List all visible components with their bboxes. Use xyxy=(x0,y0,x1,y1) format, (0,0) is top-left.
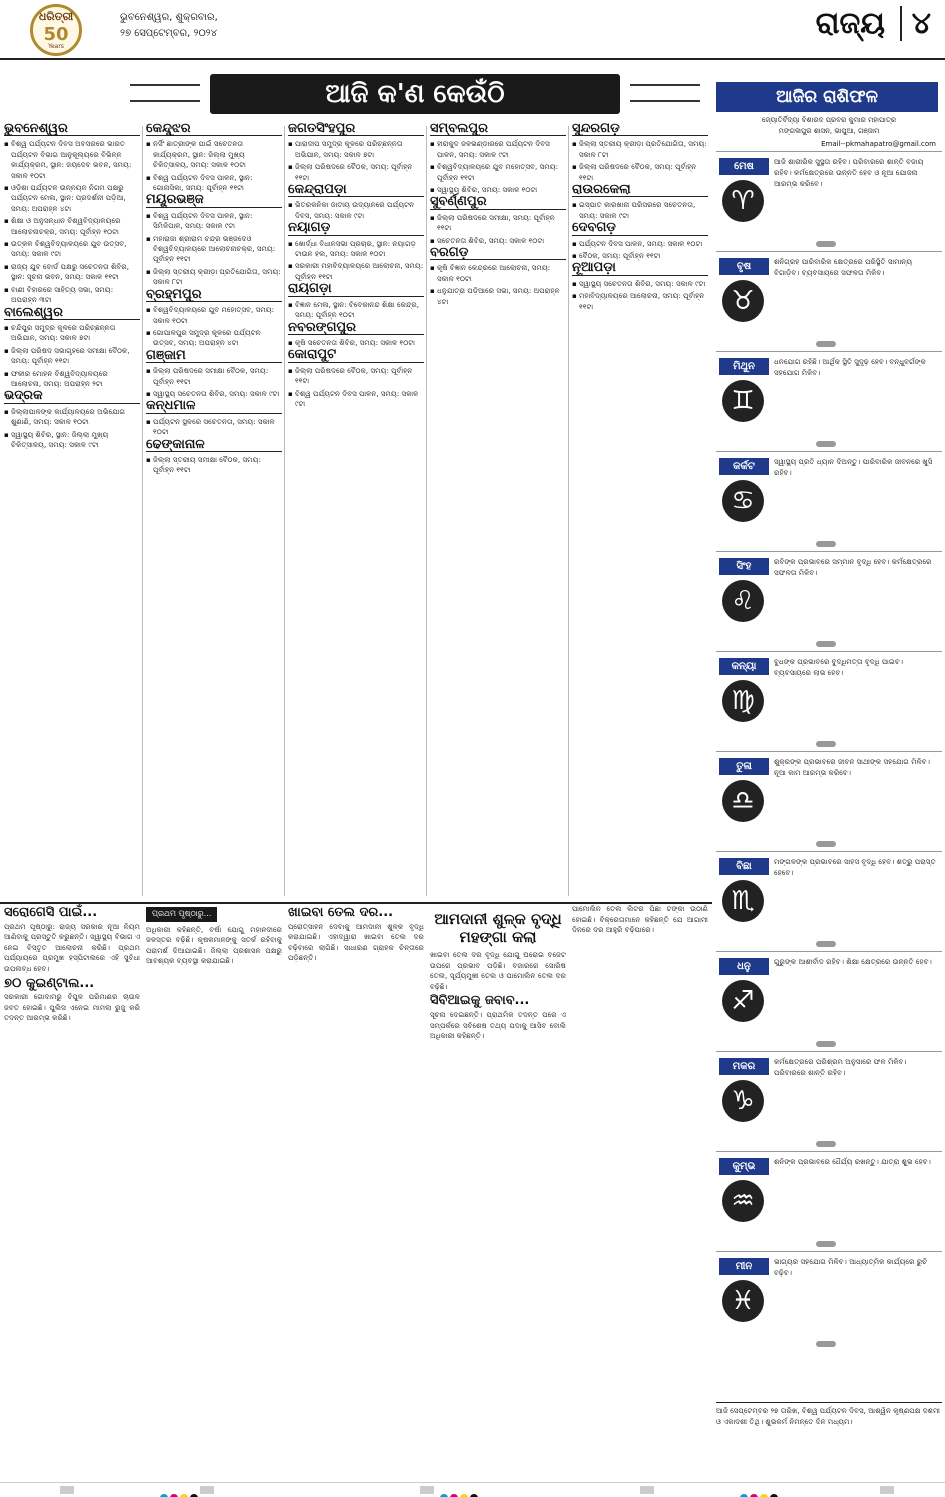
event-item: ▪ ମହାବିଦ୍ୟାଳୟରେ ଆଲୋଚନା, ସମୟ: ପୂର୍ବାହ୍ନ ୧୧ଟା xyxy=(572,291,708,312)
city-heading[interactable]: ମୟୂରଭଞ୍ଜ xyxy=(146,195,282,207)
listing-column xyxy=(430,122,566,900)
zodiac-symbol-icon: ♐ xyxy=(722,980,764,1022)
astrologer-credit xyxy=(716,112,942,140)
zodiac-name[interactable]: ଧନୁ xyxy=(719,958,769,975)
event-item: ▪ ଜିଲ୍ଲା ପରିଷଦରେ ବୈଠକ, ସମୟ: ପୂର୍ବାହ୍ନ ୧୧ଟା xyxy=(288,366,424,387)
logo-anniversary: 50 xyxy=(43,24,69,45)
event-item: ▪ ଚନ୍ଦିପୁର ସମୁଦ୍ର କୂଳରେ ପରିଚ୍ଛନ୍ନତା ଅଭିଯାନ, ସମୟ: ସକାଳ ୭ଟା xyxy=(4,323,140,344)
issue-date: ୨୭ ସେପ୍ଟେମ୍ବର, ୨୦୨୪ xyxy=(120,28,218,39)
zodiac-symbol-icon: ♌ xyxy=(722,580,764,622)
zodiac-prediction: ରବିଙ୍କ ପ୍ରଭାବରେ ସମ୍ମାନ ବୃଦ୍ଧି ହେବ। କର୍ମକ୍ଷେତ୍ରରେ ସଫଳତା ମିଳିବ। xyxy=(774,557,932,577)
zodiac-symbol-icon: ♈ xyxy=(722,180,764,222)
event-item: ▪ କୃଷି ସଚେତନତା ଶିବିର, ସମୟ: ସକାଳ ୧୦ଟା xyxy=(288,338,424,348)
astrologer-name: ଜ୍ୟୋତିର୍ବିଦ୍ୟା ବିଶାରଦ ପ୍ରବର କୁମାର ମହାପାତ୍ର xyxy=(761,116,897,124)
surrogacy-body: ପ୍ରଥମ ପୃଷ୍ଠାରୁ: ରାଜ୍ୟ ସରକାର ନୂଆ ନିୟମ ଆଣିବାକୁ ପ୍ରସ୍ତୁତି କରୁଛନ୍ତି। ସ୍ୱାସ୍ଥ୍ୟ ବିଭାଗ ଏ ନେଇ ବିସ୍ତୃତ ଆଲୋଚନା କରିଛି। ପ୍ରଥମ ପର୍ଯ୍ୟାୟରେ ପ୍ରମୁଖ ହସ୍ପିଟାଲରେ ଏହି ସୁବିଧା ଉପଲବ୍ଧ ହେବ। xyxy=(4,921,140,973)
city-heading[interactable]: ସୁବର୍ଣ୍ଣପୁର xyxy=(430,197,566,209)
event-item: ▪ କୃଷି ବିଜ୍ଞାନ କେନ୍ଦ୍ରରେ ଆଲୋଚନା, ସମୟ: ସକାଳ ୧୦ଟା xyxy=(430,263,566,284)
rice-headline[interactable]: ୭୦ କୁଇଣ୍ଟାଲ... xyxy=(4,975,95,991)
event-item: ▪ ବିଶ୍ୱ ପର୍ଯ୍ୟଟନ ଦିବସ ଅବସରରେ ଭାରତ ପର୍ଯ୍ୟଟନ ବିଭାଗ ଆନୁକୂଲ୍ୟରେ ବିଭିନ୍ନ କାର୍ଯ୍ୟକ୍ରମ, ସ୍ଥାନ: ଜୟଦେବ ଭବନ, ସମୟ: ସକାଳ ୧୦ଟା xyxy=(4,139,140,181)
zodiac-name[interactable]: ବିଛା xyxy=(719,858,769,875)
zodiac-prediction: ମଙ୍ଗଳଙ୍କ ପ୍ରଭାବରେ ସାହସ ବୃଦ୍ଧି ହେବ। ଶତ୍ରୁ ପରାସ୍ତ ହେବେ। xyxy=(774,857,936,877)
section-end-mark xyxy=(816,341,836,347)
zodiac-entry xyxy=(716,251,942,351)
event-item: ▪ ହୀରାକୁଦ ଜଳଭଣ୍ଡାରରେ ପର୍ଯ୍ୟଟନ ଦିବସ ପାଳନ, ସମୟ: ସକାଳ ୯ଟା xyxy=(430,139,566,160)
city-heading[interactable]: କୋରାପୁଟ xyxy=(288,350,424,362)
zodiac-entry xyxy=(716,951,942,1051)
astrologer-address: ମଙ୍ଗଳାପୁର ଶାସନ, ଭାପୁଆ, ଗଞ୍ଜାମ xyxy=(778,127,880,135)
logo-brand: ଧରିତ୍ରୀ xyxy=(38,10,74,23)
event-item: ▪ ସ୍ୱାସ୍ଥ୍ୟ ସଚେତନତା ଶିବିର, ସମୟ: ସକାଳ ୯ଟା xyxy=(572,279,708,289)
zodiac-entry xyxy=(716,1251,942,1351)
event-item: ▪ ଗୋପାଳପୁର ସମୁଦ୍ର କୂଳରେ ପର୍ଯ୍ୟଟନ ଉତ୍ସବ, ସମୟ: ଅପରାହ୍ନ ୪ଟା xyxy=(146,328,282,349)
listing-column xyxy=(4,122,140,900)
section-end-mark xyxy=(816,841,836,847)
dateline xyxy=(120,10,218,42)
registration-dots xyxy=(160,1487,200,1495)
event-item: ▪ ପର୍ଯ୍ୟଟନ ସ୍ଥଳରେ ସଚେତନତା, ସମୟ: ସକାଳ ୧୦ଟା xyxy=(146,417,282,438)
place-day: ଭୁବନେଶ୍ୱର, ଶୁକ୍ରବାର, xyxy=(120,12,218,23)
cbi-body: ସୂଚନା ଦେଇଛନ୍ତି। ପ୍ରାଥମିକ ତଦନ୍ତ ପରେ ଏ ସମ୍ପର୍କରେ ସବିଶେଷ ତଥ୍ୟ ପଦାକୁ ଆସିବ ବୋଲି ଅଧିକାରୀ କହିଛନ୍ତି। xyxy=(430,1009,566,1041)
event-item: ▪ ଶିକ୍ଷା ଓ ଅନୁସନ୍ଧାନ ବିଶ୍ୱବିଦ୍ୟାଳୟରେ ଆଲୋଚନାଚକ୍ର, ସମୟ: ପୂର୍ବାହ୍ନ ୧୦ଟା xyxy=(4,216,140,237)
zodiac-name[interactable]: କର୍କଟ xyxy=(719,458,769,475)
city-heading[interactable]: ରାଉରକେଲା xyxy=(572,185,708,197)
city-heading[interactable]: ବାଲେଶ୍ୱର xyxy=(4,308,140,320)
palmolin-body: ପାମୋଲିନ ତେଲ ଲିଟର ପିଛା ଟଙ୍କା ଉଠାଣି ହୋଇଛି। ବିକ୍ରେତାମାନେ କହିଛନ୍ତି ଯେ ଆଗାମୀ ଦିନରେ ଦର ଆହୁରି ବଢ଼ିପାରେ। xyxy=(572,904,708,935)
zodiac-prediction: ଗୁରୁଙ୍କ ଆଶୀର୍ବାଦ ରହିବ। ଶିକ୍ଷା କ୍ଷେତ୍ରରେ ଉନ୍ନତି ହେବ। xyxy=(774,957,932,966)
city-heading[interactable]: ରାୟଗଡ଼ା xyxy=(288,284,424,296)
listings-title: ଆଜି କ'ଣ କେଉଁଠି xyxy=(210,74,620,114)
horoscope-title: ଆଜିର ରାଶିଫଳ xyxy=(716,82,938,112)
registration-bar xyxy=(420,1486,434,1494)
event-item: ▪ ବିଶ୍ୱବିଦ୍ୟାଳୟରେ ଯୁବ ମହୋତ୍ସବ, ସମୟ: ପୂର୍ବାହ୍ନ ୧୧ଟା xyxy=(430,162,566,183)
event-item: ▪ ନର୍ସିଂ ଛାତ୍ରୀଙ୍କ ପାଇଁ ସଚେତନତା କାର୍ଯ୍ୟକ୍ରମ, ସ୍ଥାନ: ଜିଲ୍ଲା ମୁଖ୍ୟ ଚିକିତ୍ସାଳୟ, ସମୟ: ସକାଳ ୧୦ଟା xyxy=(146,139,282,170)
listing-column xyxy=(288,122,424,900)
event-item: ▪ ବୈଠକ, ସମୟ: ପୂର୍ବାହ୍ନ ୧୧ଟା xyxy=(572,251,708,261)
registration-dots xyxy=(740,1487,780,1495)
event-item: ▪ ଜିଲ୍ଲା ପରିଷଦ ସଭାଗୃହରେ ସମୀକ୍ଷା ବୈଠକ, ସମୟ: ପୂର୍ବାହ୍ନ ୧୧ଟା xyxy=(4,346,140,367)
zodiac-symbol-icon: ♎ xyxy=(722,780,764,822)
registration-bar xyxy=(640,1486,654,1494)
zodiac-name[interactable]: ବୃଷ xyxy=(719,258,769,275)
section-end-mark xyxy=(816,741,836,747)
zodiac-symbol-icon: ♉ xyxy=(722,280,764,322)
registration-bar xyxy=(880,1486,894,1494)
zodiac-entry xyxy=(716,351,942,451)
zodiac-entry xyxy=(716,151,942,251)
zodiac-prediction: ଧନଯୋଗ ରହିଛି। ଆର୍ଥିକ ସ୍ଥିତି ସୁଦୃଢ଼ ହେବ। ବନ୍ଧୁବର୍ଗଙ୍କ ସହଯୋଗ ମିଳିବ। xyxy=(774,357,926,377)
zodiac-symbol-icon: ♍ xyxy=(722,680,764,722)
surrogacy-headline[interactable]: ସରୋଗେସି ପାଇଁ... xyxy=(4,905,98,920)
panchanga-note: ଆଜି ସେପ୍ଟେମ୍ବର ୨୭ ତାରିଖ, ବିଶ୍ୱ ପର୍ଯ୍ୟଟନ ଦିବସ, ଆଶ୍ୱିନ କୃଷ୍ଣପକ୍ଷ ଦଶମୀ ଓ ଏକାଦଶୀ ତିଥି। ଶୁଭକର୍ମ ନିମନ୍ତେ ଦିନ ମଧ୍ୟମ। xyxy=(716,1402,942,1427)
event-item: ▪ ପର୍ଯ୍ୟଟନ ଦିବସ ପାଳନ, ସମୟ: ସକାଳ ୧୦ଟା xyxy=(572,239,708,249)
listings-banner xyxy=(120,72,705,116)
event-item: ▪ ଜିଲ୍ଲା ପରିଷଦରେ ବୈଠକ, ସମୟ: ପୂର୍ବାହ୍ନ ୧୧ଟା xyxy=(288,162,424,183)
zodiac-name[interactable]: କନ୍ୟା xyxy=(719,658,769,675)
zodiac-symbol-icon: ♒ xyxy=(722,1180,764,1222)
continued-tag: ପ୍ରଥମ ପୃଷ୍ଠାରୁ... xyxy=(146,907,217,922)
event-item: ▪ ବାଣୀ ବିହାରରେ ସାହିତ୍ୟ ସଭା, ସମୟ: ଅପରାହ୍ନ ୩ଟା xyxy=(4,285,140,306)
section-end-mark xyxy=(816,441,836,447)
event-listings xyxy=(0,122,712,900)
section-end-mark xyxy=(816,1041,836,1047)
section-end-mark xyxy=(816,1141,836,1147)
event-item: ▪ ସ୍ୱାସ୍ଥ୍ୟ ଶିବିର, ସମୟ: ସକାଳ ୧୦ଟା xyxy=(430,185,566,195)
city-heading[interactable]: ସୁନ୍ଦରଗଡ଼ xyxy=(572,124,708,136)
event-item: ▪ ଜିଲ୍ଲା ସ୍ତରୀୟ କ୍ରୀଡ଼ା ପ୍ରତିଯୋଗିତା, ସମୟ: ସକାଳ ୮ଟା xyxy=(146,267,282,288)
event-item: ▪ ଜିଲ୍ଲା ସ୍ତରୀୟ କ୍ରୀଡ଼ା ପ୍ରତିଯୋଗିତା, ସମୟ: ସକାଳ ୮ଟା xyxy=(572,139,708,160)
event-item: ▪ ସଚେତନତା ଶିବିର, ସମୟ: ସକାଳ ୧୦ଟା xyxy=(430,236,566,246)
section-end-mark xyxy=(816,541,836,547)
astrologer-email[interactable]: Email--pkmahapatro@gmail.com xyxy=(821,140,936,148)
zodiac-symbol-icon: ♏ xyxy=(722,880,764,922)
zodiac-symbol-icon: ♋ xyxy=(722,480,764,522)
city-heading[interactable]: ବ୍ରହ୍ମପୁର xyxy=(146,290,282,302)
city-heading[interactable]: ଢେଙ୍କାନାଳ xyxy=(146,440,282,452)
zodiac-prediction: ସ୍ୱାସ୍ଥ୍ୟ ପ୍ରତି ଧ୍ୟାନ ଦିଅନ୍ତୁ। ପାରିବାରିକ ଜୀବନରେ ଖୁସି ରହିବ। xyxy=(774,457,933,477)
event-item: ▪ ଇସ୍ପାତ କାରଖାନା ପରିସରରେ ସଚେତନତା, ସମୟ: ସକାଳ ୯ଟା xyxy=(572,200,708,221)
zodiac-entry xyxy=(716,851,942,951)
zodiac-entry xyxy=(716,551,942,651)
zodiac-prediction: ଆଜି ଶାରୀରିକ ସୁସ୍ଥତା ରହିବ। ପରିବାରରେ ଶାନ୍ତି ବଜାୟ ରହିବ। କର୍ମକ୍ଷେତ୍ରରେ ଉନ୍ନତି ହେବ ଓ ନୂଆ ଯୋଜନା ଆରମ୍ଭ କରିବେ। xyxy=(774,157,924,188)
column-divider xyxy=(142,126,143,896)
zodiac-prediction: କର୍ମକ୍ଷେତ୍ରରେ ପରିଶ୍ରମ ଅନୁସାରେ ଫଳ ମିଳିବ। ପରିବାରରେ ଶାନ୍ତି ରହିବ। xyxy=(774,1057,907,1077)
zodiac-prediction: ଶନିଗ୍ରହ ପାରିବାରିକ କ୍ଷେତ୍ରରେ ପରିସ୍ଥିତି ସାମାନ୍ୟ ବିଗାଡ଼ିବ। ବ୍ୟବସାୟରେ ସଫଳତା ମିଳିବ। xyxy=(774,257,913,277)
city-heading[interactable]: କେନ୍ଦ୍ରାପଡ଼ା xyxy=(288,185,424,197)
zodiac-name[interactable]: ସିଂହ xyxy=(719,558,769,575)
event-item: ▪ ଧନୁଯାତ୍ରା ପଡ଼ିଆରେ ସଭା, ସମୟ: ଅପରାହ୍ନ ୪ଟା xyxy=(430,286,566,307)
zodiac-symbol-icon: ♑ xyxy=(722,1080,764,1122)
section-end-mark xyxy=(816,641,836,647)
event-item: ▪ ଜିଲ୍ଲାପାଳଙ୍କ କାର୍ଯ୍ୟାଳୟରେ ଅଭିଯୋଗ ଶୁଣାଣି, ସମୟ: ସକାଳ ୧୦ଟା xyxy=(4,407,140,428)
zodiac-entry xyxy=(716,651,942,751)
city-heading[interactable]: ନବରଙ୍ଗପୁର xyxy=(288,323,424,335)
city-heading[interactable]: କନ୍ଧମାଳ xyxy=(146,401,282,413)
event-item: ▪ ଜିଲ୍ଲା ପରିଷଦରେ ସମୀକ୍ଷା, ସମୟ: ପୂର୍ବାହ୍ନ ୧୧ଟା xyxy=(430,213,566,234)
event-item: ▪ ଉତ୍କଳ ବିଶ୍ୱବିଦ୍ୟାଳୟରେ ଯୁବ ଉତ୍ସବ, ସମୟ: ସକାଳ ୯ଟା xyxy=(4,239,140,260)
news-column-5 xyxy=(572,904,708,940)
registration-bar xyxy=(200,1486,214,1494)
event-item: ▪ ମହାରାଜା ଶ୍ରୀରାମ ଚନ୍ଦ୍ର ଭଞ୍ଜଦେଓ ବିଶ୍ୱବିଦ୍ୟାଳୟରେ ଆଲୋଚନାଚକ୍ର, ସମୟ: ପୂର୍ବାହ୍ନ ୧୧ଟା xyxy=(146,234,282,265)
zodiac-entry xyxy=(716,1051,942,1151)
logo-years: Years xyxy=(48,43,64,50)
city-heading[interactable]: ବରଗଡ଼ xyxy=(430,248,566,260)
section-name: ରାଜ୍ୟ xyxy=(815,6,885,41)
import-duty-headline[interactable]: ଆମଦାନୀ ଶୁଳ୍କ ବୃଦ୍ଧି ମହଙ୍ଗା କଲା xyxy=(434,910,562,946)
zodiac-name[interactable]: ମୀନ xyxy=(719,1258,769,1275)
zodiac-name[interactable]: ତୁଳା xyxy=(719,758,769,775)
zodiac-name[interactable]: ମିଥୁନ xyxy=(719,358,769,375)
horoscope-section xyxy=(716,82,942,1400)
event-item: ▪ ସ୍ୱାସ୍ଥ୍ୟ ସଚେତନତା ଶିବିର, ସମୟ: ସକାଳ ୯ଟା xyxy=(146,389,282,399)
city-heading[interactable]: କେନ୍ଦୁଝର xyxy=(146,124,282,136)
zodiac-prediction: ଶନିଙ୍କ ପ୍ରଭାବରେ ଧୈର୍ଯ୍ୟ ରଖନ୍ତୁ। ଯାତ୍ରା ଶୁଭ ହେବ। xyxy=(774,1157,931,1166)
banner-decoration-right xyxy=(630,84,700,102)
city-heading[interactable]: ଗଞ୍ଜାମ xyxy=(146,351,282,363)
event-item: ▪ ଓଡ଼ିଶା ପର୍ଯ୍ୟଟନ ଉନ୍ନୟନ ନିଗମ ପକ୍ଷରୁ ପର୍ଯ୍ୟଟନ ମେଳା, ସ୍ଥାନ: ପ୍ରଦର୍ଶନୀ ପଡ଼ିଆ, ସମୟ: ଅପରାହ୍ନ ୪ଟା xyxy=(4,183,140,214)
event-item: ▪ ବିଶ୍ୱ ପର୍ଯ୍ୟଟନ ଦିବସ ପାଳନ, ସ୍ଥାନ: ଗୋନାସିକା, ସମୟ: ପୂର୍ବାହ୍ନ ୧୧ଟା xyxy=(146,173,282,194)
event-item: ▪ ଫକୀର ମୋହନ ବିଶ୍ୱବିଦ୍ୟାଳୟରେ ଆଲୋଚନା, ସମୟ: ଅପରାହ୍ନ ୨ଟା xyxy=(4,369,140,390)
city-heading[interactable]: ନୂଆପଡ଼ା xyxy=(572,263,708,275)
cbi-headline[interactable]: ସିବିଆଇକୁ ଜବାବ... xyxy=(430,993,530,1009)
zodiac-name[interactable]: କୁମ୍ଭ xyxy=(719,1158,769,1175)
banner-decoration-left xyxy=(130,84,200,102)
city-heading[interactable]: ଭୁବନେଶ୍ୱର xyxy=(4,124,140,136)
registration-dots xyxy=(440,1487,480,1495)
oil-price-body: ପ୍ରୋତ୍ସାହନ ଦେବାକୁ ଆମଦାନୀ ଶୁଳ୍କ ବୃଦ୍ଧି କରାଯାଇଛି। ଏହାଦ୍ୱାରା ଖାଇବା ତେଲ ଦର ବଢ଼ିବାରେ ଲାଗିଛି। ସାଧାରଣ ଗ୍ରାହକ ଚିନ୍ତାରେ ପଡ଼ିଛନ୍ତି। xyxy=(288,921,424,963)
column-divider xyxy=(426,126,427,896)
oil-price-headline[interactable]: ଖାଇବା ତେଲ ଦର... xyxy=(288,905,394,920)
event-item: ▪ ସ୍ୱାସ୍ଥ୍ୟ ଶିବିର, ସ୍ଥାନ: ଜିଲ୍ଲା ମୁଖ୍ୟ ଚିକିତ୍ସାଳୟ, ସମୟ: ସକାଳ ୯ଟା xyxy=(4,430,140,451)
newspaper-logo[interactable] xyxy=(22,4,106,56)
zodiac-symbol-icon: ♊ xyxy=(722,380,764,422)
event-item: ▪ ଜିଲ୍ଲା ପରିଷଦରେ ସମୀକ୍ଷା ବୈଠକ, ସମୟ: ପୂର୍ବାହ୍ନ ୧୧ଟା xyxy=(146,366,282,387)
event-item: ▪ ଭିତରକନିକା ଜାତୀୟ ଉଦ୍ୟାନରେ ପର୍ଯ୍ୟଟନ ଦିବସ, ସମୟ: ସକାଳ ୯ଟା xyxy=(288,200,424,221)
zodiac-name[interactable]: ମେଷ xyxy=(719,158,769,175)
zodiac-entry xyxy=(716,1151,942,1251)
import-duty-body: ଖାଇବା ତେଲ ଦର ବୃଦ୍ଧି ଯୋଗୁ ଘରୋଇ ବଜେଟ ଉପରେ ପ୍ରଭାବ ପଡ଼ିଛି। ବଜାରରେ ସୋରିଷ ତେଲ, ସୂର୍ଯ୍ୟମୁଖୀ ତେଲ ଓ ପାମୋଲିନ ତେଲ ଦର ବଢ଼ିଛି। xyxy=(430,950,566,991)
zodiac-prediction: ବୁଧଙ୍କ ପ୍ରଭାବରେ ବୁଦ୍ଧିମତ୍ତା ବୃଦ୍ଧି ପାଇବ। ବ୍ୟବସାୟରେ ଲାଭ ହେବ। xyxy=(774,657,904,677)
city-heading[interactable]: ନୟାଗଡ଼ xyxy=(288,223,424,235)
event-item: ▪ ପାରାଦୀପ ସମୁଦ୍ର କୂଳରେ ପରିଚ୍ଛନ୍ନତା ଅଭିଯାନ, ସମୟ: ସକାଳ ୭ଟା xyxy=(288,139,424,160)
event-item: ▪ ରାଜ୍ୟ ଯୁବ ବୋର୍ଡ ପକ୍ଷରୁ ସଚେତନତା ଶିବିର, ସ୍ଥାନ: ସୂଚନା ଭବନ, ସମୟ: ସକାଳ ୧୧ଟା xyxy=(4,262,140,283)
listing-column xyxy=(572,122,708,900)
event-item: ▪ ବିଶ୍ୱ ପର୍ଯ୍ୟଟନ ଦିବସ ପାଳନ, ସ୍ଥାନ: ସିମିଳିପାଳ, ସମୟ: ସକାଳ ୯ଟା xyxy=(146,211,282,232)
listing-column xyxy=(146,122,282,900)
news-column-4 xyxy=(430,904,566,1046)
continued-body: ଅଧିକାରୀ କହିଛନ୍ତି, ବର୍ଷା ଯୋଗୁ ମହାନଦୀରେ ଜଳସ୍ତର ବଢ଼ିଛି। କୃଷକମାନଙ୍କୁ ସତର୍କ ରହିବାକୁ ପରାମର୍ଶ ଦିଆଯାଇଛି। ଜିଲ୍ଲା ପ୍ରଶାସନ ପକ୍ଷରୁ ଆବଶ୍ୟକ ବ୍ୟବସ୍ଥା କରାଯାଇଛି। xyxy=(146,924,282,966)
city-heading[interactable]: ସମ୍ବଲପୁର xyxy=(430,124,566,136)
column-divider xyxy=(284,126,285,896)
zodiac-entry xyxy=(716,451,942,551)
event-item: ▪ ସରକାରୀ ମହାବିଦ୍ୟାଳୟରେ ଆଲୋଚନା, ସମୟ: ପୂର୍ବାହ୍ନ ୧୧ଟା xyxy=(288,261,424,282)
event-item: ▪ ଜିଲ୍ଲା ପରିଷଦରେ ବୈଠକ, ସମୟ: ପୂର୍ବାହ୍ନ ୧୧ଟା xyxy=(572,162,708,183)
section-end-mark xyxy=(816,241,836,247)
city-heading[interactable]: ଭଦ୍ରକ xyxy=(4,391,140,403)
zodiac-symbol-icon: ♓ xyxy=(722,1280,764,1322)
section-end-mark xyxy=(816,1241,836,1247)
section-end-mark xyxy=(816,941,836,947)
section-end-mark xyxy=(816,1341,836,1347)
news-column-1 xyxy=(4,904,140,1028)
registration-bar xyxy=(60,1486,74,1494)
city-heading[interactable]: ଜଗତସିଂହପୁର xyxy=(288,124,424,136)
masthead xyxy=(0,0,945,60)
event-item: ▪ ଜିଲ୍ଲା ସ୍ତରୀୟ ସମୀକ୍ଷା ବୈଠକ, ସମୟ: ପୂର୍ବାହ୍ନ ୧୧ଟା xyxy=(146,455,282,476)
zodiac-prediction: ଶୁକ୍ରଙ୍କ ପ୍ରଭାବରେ ଜୀବନ ସାଥୀଙ୍କ ସହଯୋଗ ମିଳିବ। ନୂଆ କାମ ଆରମ୍ଭ କରିବେ। xyxy=(774,757,930,777)
event-item: ▪ ବିଜ୍ଞାନ ମେଳା, ସ୍ଥାନ: ବିବେକାନନ୍ଦ ଶିକ୍ଷା କେନ୍ଦ୍ର, ସମୟ: ପୂର୍ବାହ୍ନ ୧୦ଟା xyxy=(288,300,424,321)
zodiac-name[interactable]: ମକର xyxy=(719,1058,769,1075)
event-item: ▪ ଖୋର୍ଦ୍ଧା ବିଧାନସଭା ପ୍ରଚାର, ସ୍ଥାନ: ନୟାଗଡ଼ ଟାଉନ ହଲ, ସମୟ: ସକାଳ ୧୦ଟା xyxy=(288,239,424,260)
zodiac-entry xyxy=(716,751,942,851)
rice-body: ସରକାରୀ ଗୋଦାମରୁ ବିପୁଳ ପରିମାଣର ଚାଉଳ ଜବତ ହୋଇଛି। ପୁଲିସ ଏନେଇ ମାମଲା ରୁଜୁ କରି ତଦନ୍ତ ଆରମ୍ଭ କରିଛି। xyxy=(4,992,140,1023)
print-registration-strip xyxy=(0,1482,945,1497)
city-heading[interactable]: ଦେବଗଡ଼ xyxy=(572,223,708,235)
event-item: ▪ ବିଶ୍ୱ ପର୍ଯ୍ୟଟନ ଦିବସ ପାଳନ, ସମୟ: ସକାଳ ୯ଟା xyxy=(288,389,424,410)
zodiac-prediction: ଭାଗ୍ୟର ସହଯୋଗ ମିଳିବ। ଆଧ୍ୟାତ୍ମିକ କାର୍ଯ୍ୟରେ ରୁଚି ବଢ଼ିବ। xyxy=(774,1257,928,1277)
news-column-3 xyxy=(288,904,424,968)
news-column-2 xyxy=(146,904,282,971)
event-item: ▪ ବିଶ୍ୱବିଦ୍ୟାଳୟରେ ଯୁବ ମହୋତ୍ସବ, ସମୟ: ସକାଳ ୧୦ଟା xyxy=(146,305,282,326)
news-section xyxy=(0,902,712,1478)
column-divider xyxy=(568,126,569,896)
zodiac-list xyxy=(716,151,942,1351)
page-number: ୪ xyxy=(900,6,931,41)
